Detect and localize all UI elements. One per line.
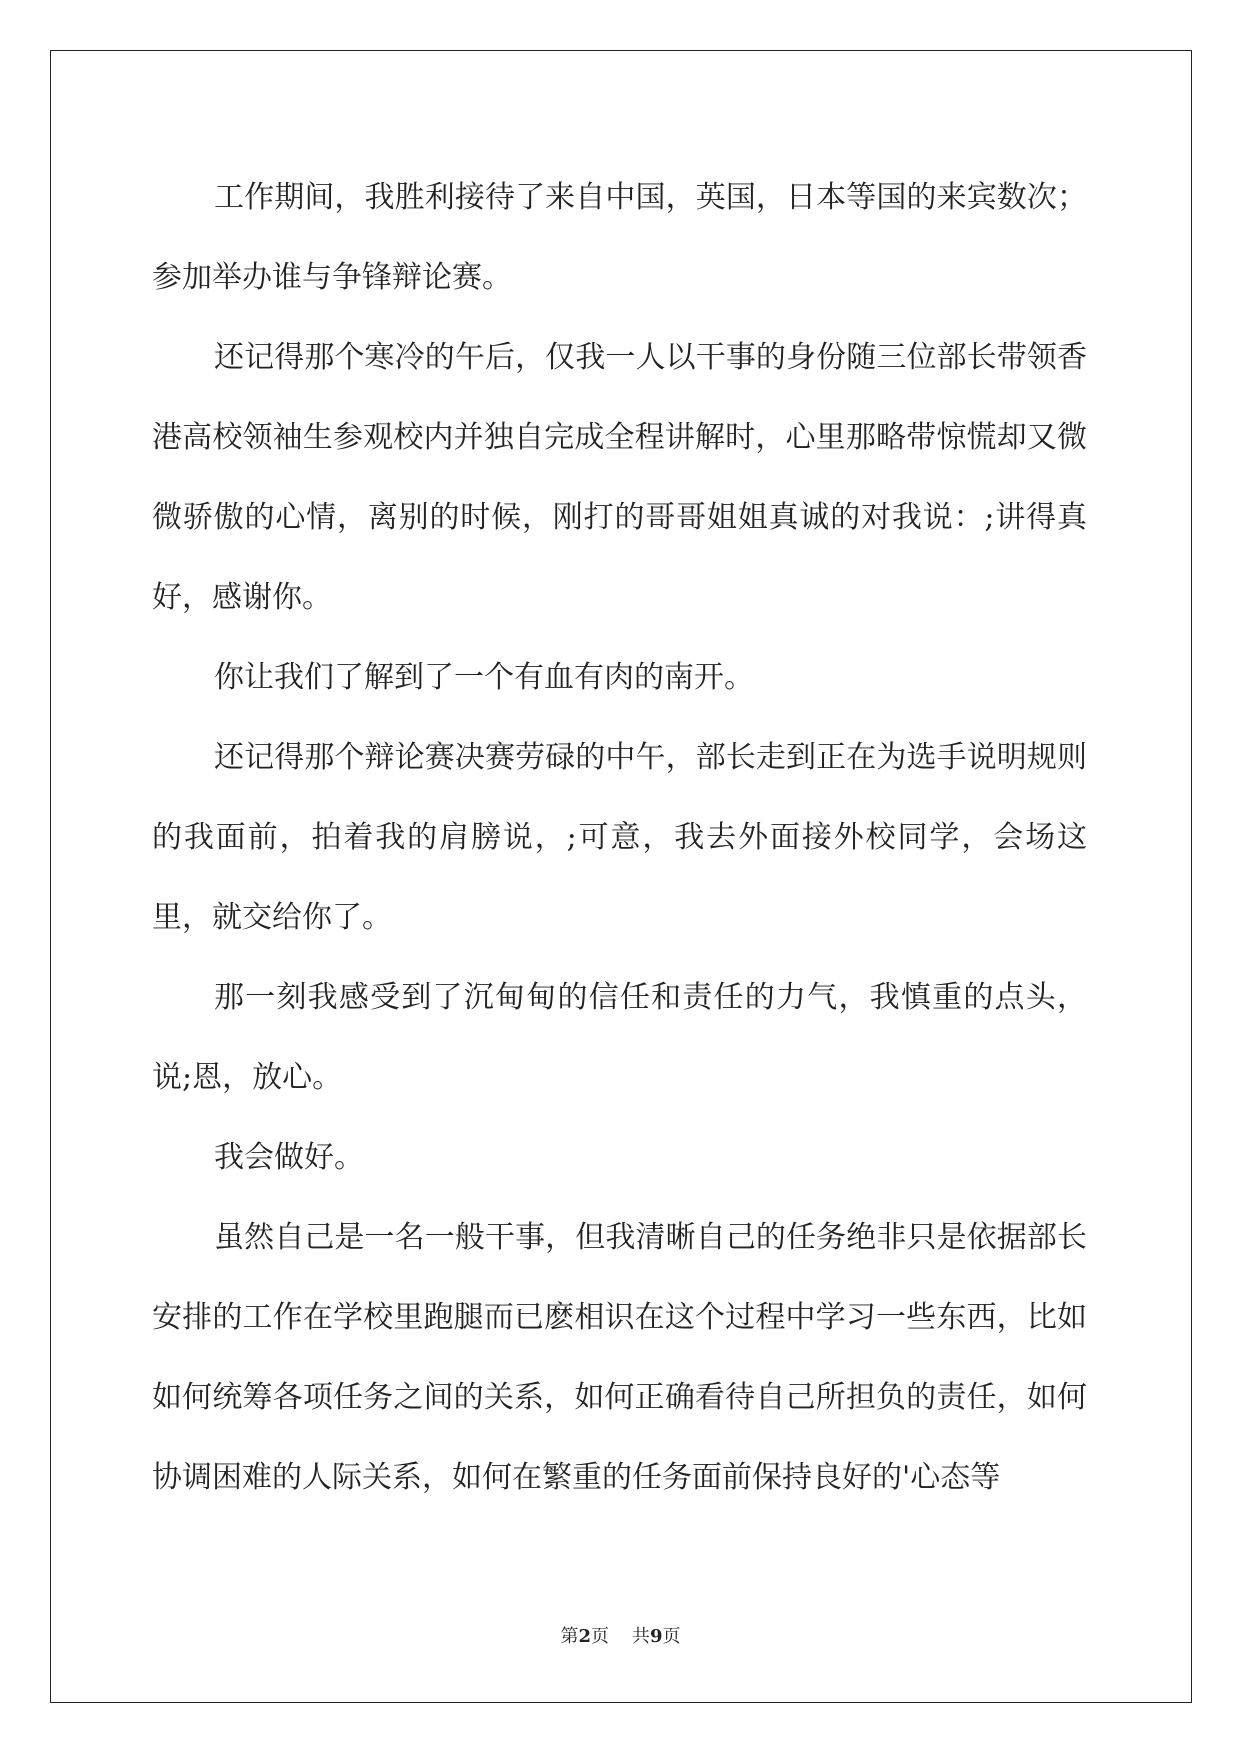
document-body xyxy=(152,158,1087,1518)
footer-middle: 页 共 xyxy=(591,1626,650,1647)
footer-page-number: 2 xyxy=(578,1626,592,1647)
paragraph: 还记得那个辩论赛决赛劳碌的中午，部长走到正在为选手说明规则的我面前，拍着我的肩膀说，;可意，我去外面接外校同学，会场这里，就交给你了。 xyxy=(152,740,1087,935)
paragraph: 工作期间，我胜利接待了来自中国，英国，日本等国的来宾数次；参加举办谁与争锋辩论赛。 xyxy=(152,180,1087,295)
paragraph: 那一刻我感受到了沉甸甸的信任和责任的力气，我慎重的点头，说;恩，放心。 xyxy=(152,980,1087,1095)
footer-prefix: 第 xyxy=(560,1626,579,1647)
footer-total-pages: 9 xyxy=(649,1626,663,1647)
page-footer xyxy=(0,1622,1241,1648)
footer-suffix: 页 xyxy=(662,1626,681,1647)
paragraph: 虽然自己是一名一般干事，但我清晰自己的任务绝非只是依据部长安排的工作在学校里跑腿而已麽相识在这个过程中学习一些东西，比如如何统筹各项任务之间的关系，如何正确看待自己所担负的责任，如何协调困难的人际关系，如何在繁重的任务面前保持良好的'心态等 xyxy=(152,1220,1087,1495)
paragraph: 你让我们了解到了一个有血有肉的南开。 xyxy=(214,660,754,695)
paragraph: 我会做好。 xyxy=(214,1140,364,1175)
paragraph: 还记得那个寒冷的午后，仅我一人以干事的身份随三位部长带领香港高校领袖生参观校内并独自完成全程讲解时，心里那略带惊慌却又微微骄傲的心情，离别的时候，刚打的哥哥姐姐真诚的对我说：;讲得真好，感谢你。 xyxy=(152,340,1087,615)
